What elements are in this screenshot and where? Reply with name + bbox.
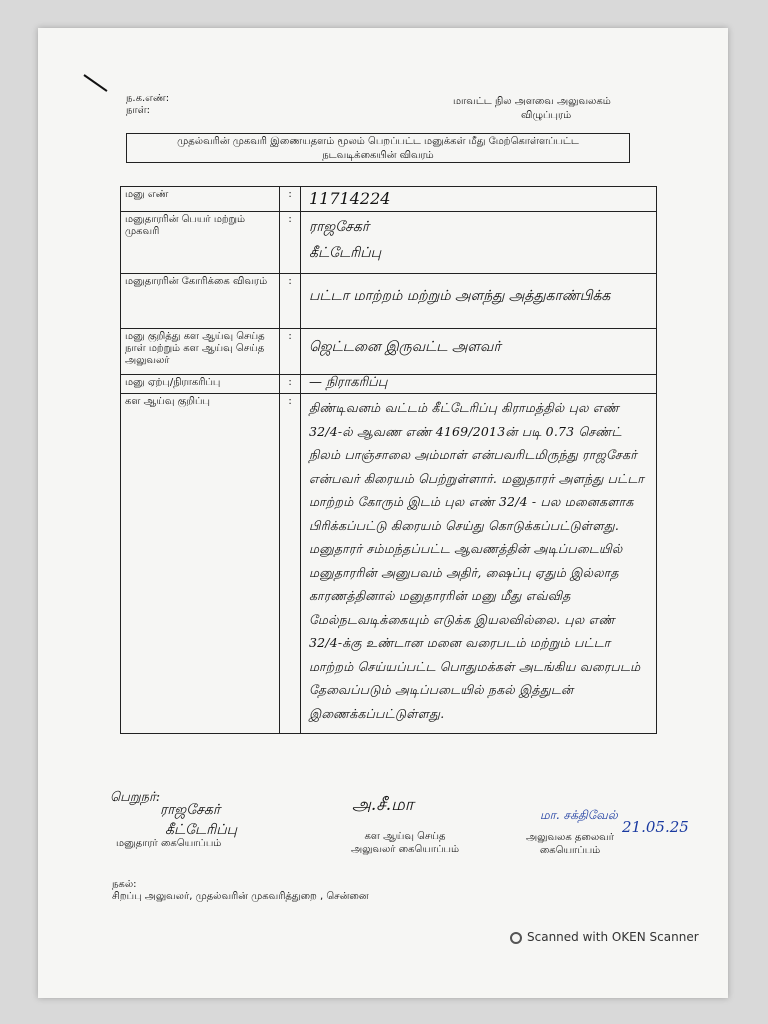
petitioner-signature-place: கீட்டேரிப்பு [165, 822, 238, 838]
petitioner-name: ராஜசேகர் [309, 219, 370, 235]
colon: : [280, 187, 301, 212]
colon: : [280, 394, 301, 734]
colon: : [280, 375, 301, 394]
date-label: நாள்: [126, 105, 151, 116]
request-details: பட்டா மாற்றம் மற்றும் அளந்து அத்துகாண்பிக்க [301, 274, 657, 329]
table-row [121, 187, 657, 212]
row-label: மனு எண் [121, 187, 280, 212]
office-head-signature: மா. சக்திவேல் [540, 808, 618, 822]
colon: : [280, 274, 301, 329]
field-officer-signature: அ.சீ.மா [352, 795, 414, 815]
colon: : [280, 212, 301, 274]
office-place: விழுப்புரம் [521, 110, 572, 121]
table-row [121, 375, 657, 394]
office-head-caption-line-1: அலுவலக தலைவர் [526, 832, 614, 843]
title-line-1: முதல்வரின் முகவரி இணையதளம் மூலம் பெறப்பட்ட மனுக்கள் மீது மேற்கொள்ளப்பட்ட [177, 136, 579, 147]
copy-label: நகல்: [112, 879, 137, 890]
document-title [126, 133, 630, 163]
table-row [121, 274, 657, 329]
office-name: மாவட்ட நில அளவை அலுவலகம் [453, 96, 611, 107]
row-label: மனு ஏற்பு/நிராகரிப்பு [121, 375, 280, 394]
scanner-watermark [510, 930, 699, 944]
petitioner-place: கீட்டேரிப்பு [309, 245, 382, 261]
petitioner-signature-caption: மனுதாரர் கையொப்பம் [116, 838, 222, 849]
row-label: கள ஆய்வு குறிப்பு [121, 394, 280, 734]
table-row [121, 212, 657, 274]
copy-recipient: சிறப்பு அலுவலர், முதல்வரின் முகவரித்துறை , சென்னை [112, 891, 369, 902]
table-row [121, 329, 657, 375]
title-line-2: நடவடிக்கையின் விவரம் [322, 150, 434, 161]
inspection-officer: ஜெட்டனை இருவட்ட அளவர் [301, 329, 657, 375]
petition-number: 11714224 [301, 187, 657, 212]
row-label: மனுதாரரின் கோரிக்கை விவரம் [121, 274, 280, 329]
field-officer-caption [350, 830, 460, 856]
scanner-watermark-text: Scanned with OKEN Scanner [527, 930, 699, 944]
field-officer-caption-line-2: அலுவலர் கையொப்பம் [350, 844, 460, 855]
office-head-caption-line-2: கையொப்பம் [539, 845, 601, 856]
petitioner-address [301, 212, 657, 274]
row-label: மனுதாரரின் பெயர் மற்றும் முகவரி [121, 212, 280, 274]
field-officer-caption-line-1: கள ஆய்வு செய்த [364, 831, 446, 842]
decision-status: — நிராகரிப்பு [301, 375, 657, 394]
office-head-sign-date: 21.05.25 [622, 818, 689, 836]
colon: : [280, 329, 301, 375]
ref-label: ந.க.எண்: [126, 93, 170, 104]
petitioner-signature-name: ராஜசேகர் [160, 802, 221, 818]
table-row [121, 394, 657, 734]
inspection-remarks: திண்டிவனம் வட்டம் கீட்டேரிப்பு கிராமத்தில் புல எண் 32/4-ல் ஆவண எண் 4169/2013ன் படி 0.73 செண்ட் நிலம் பாஞ்சாலை அம்மாள் என்பவரிடமிருந்து ராஜசேகர் என்பவர் கிரையம் பெற்றுள்ளார். மனுதாரர் அளந்து பட்டா மாற்றம் கோரும் இடம் புல எண் 32/4 - பல மனைகளாக பிரிக்கப்பட்டு கிரையம் செய்து கொடுக்கப்பட்டுள்ளது. மனுதாரர் சம்மந்தப்பட்ட ஆவணத்தின் அடிப்படையில் மனுதாரரின் அனுபவம் அதிர், ஷைப்பு ஏதும் இல்லாத காரணத்தினால் மனுதாரரின் மனு மீது எவ்வித மேல்நடவடிக்கையும் எடுக்க இயலவில்லை. புல எண் 32/4-க்கு உண்டான மனை வரைபடம் மற்றும் பட்டா மாற்றம் செய்யப்பட்ட பொதுமக்கள் அடங்கிய வரைபடம் தேவைப்படும் அடிப்படையில் நகல் இத்துடன் இணைக்கப்பட்டுள்ளது. [301, 394, 657, 734]
office-head-caption [515, 831, 625, 857]
row-label: மனு குறித்து கள ஆய்வு செய்த நாள் மற்றும் கள ஆய்வு செய்த அலுவலர் [121, 329, 280, 375]
petition-details-table [120, 186, 657, 734]
received-label: பெறுநர்: [110, 790, 161, 805]
scanner-logo-icon [510, 932, 522, 944]
